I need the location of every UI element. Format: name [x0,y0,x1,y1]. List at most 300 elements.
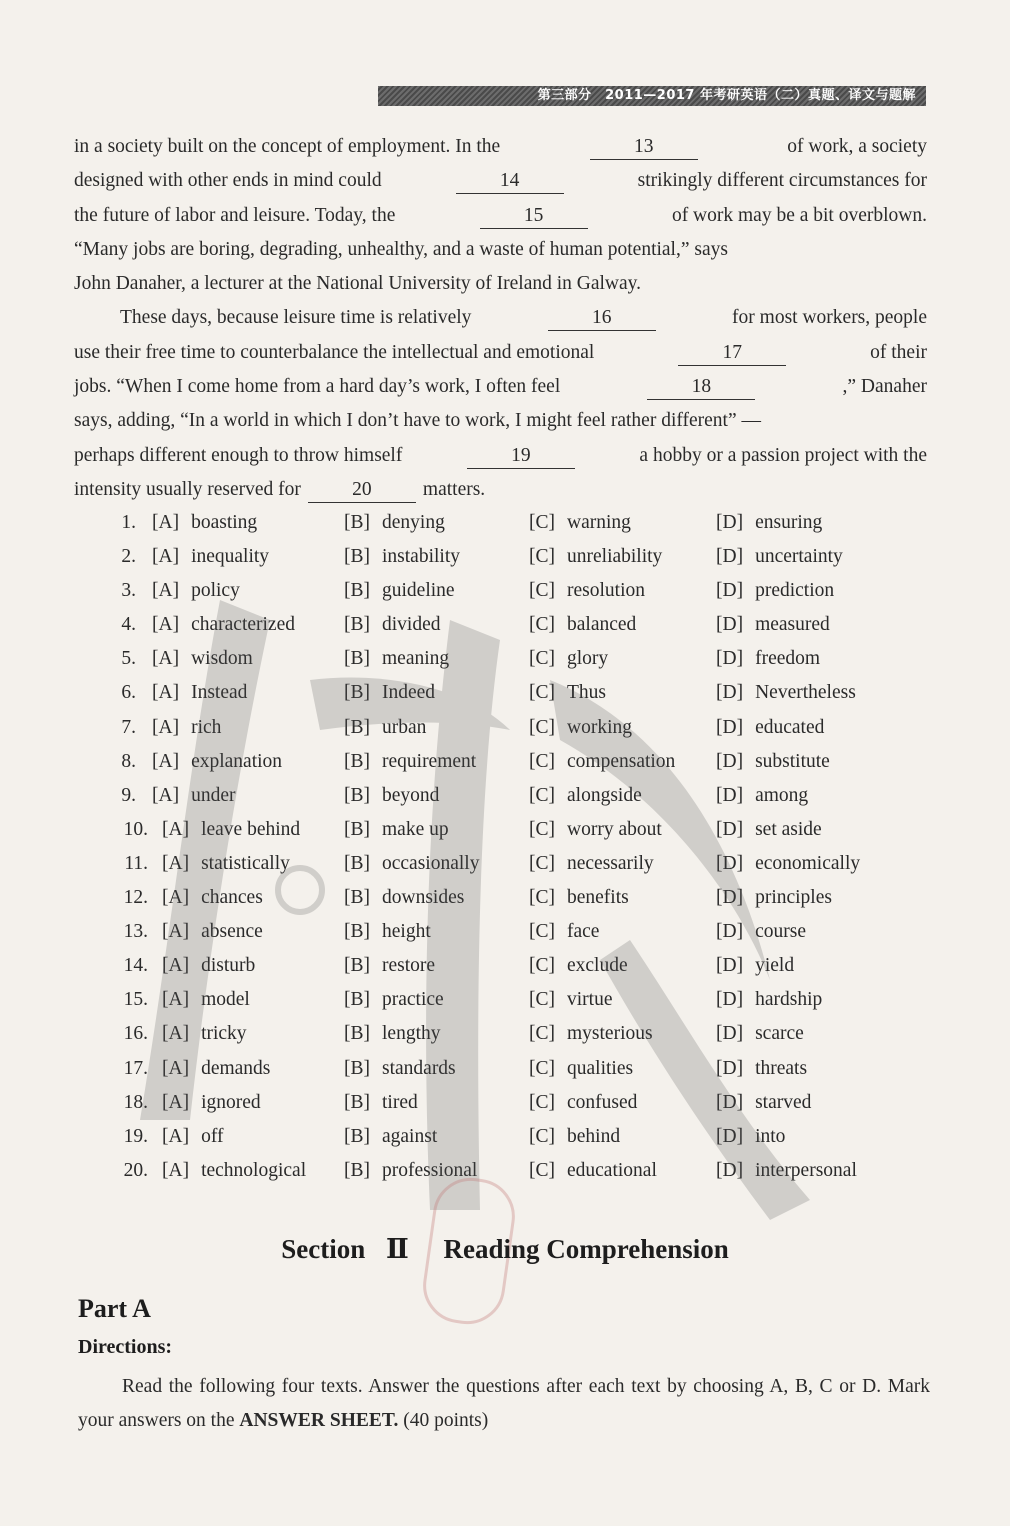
option-text: balanced [567,614,637,636]
option-d [716,813,822,847]
option-letter: [C] [529,784,555,806]
option-d [716,574,834,608]
question-number: 1. [121,512,136,533]
option-text: compensation [567,750,676,772]
option-b [344,711,426,745]
option-text: instability [382,546,460,568]
option-text: qualities [567,1057,634,1079]
option-letter: [A] [152,648,180,670]
option-text: educational [567,1159,657,1181]
option-text: face [567,921,600,943]
option-text: off [201,1125,224,1147]
option-letter: [D] [716,921,744,943]
option-letter: [C] [529,887,555,909]
question-number: 11. [124,852,148,874]
option-a [152,745,282,779]
option-c [529,949,628,983]
option-letter: [C] [529,989,555,1011]
option-letter: [D] [716,614,744,636]
question-number: 3. [121,580,136,602]
option-text: ensuring [755,512,823,533]
option-a [162,1017,247,1051]
option-text: set aside [755,818,822,840]
option-text: course [755,921,806,943]
blank-19: 19 [467,444,575,469]
option-c [529,915,599,949]
directions-text: Read the following four texts. Answer the questions after each text by choosing A, B, C or D. Mark your answers on the ANSWER SHEET. (40 points) [78,1376,930,1431]
option-letter: [B] [344,716,370,738]
option-c [529,745,675,779]
option-c [529,1120,620,1154]
option-text: explanation [191,750,283,772]
option-letter: [D] [716,512,744,533]
option-letter: [A] [162,1125,190,1147]
passage [74,130,927,507]
option-letter: [A] [152,750,180,772]
option-d [716,847,860,881]
option-text: demands [201,1057,271,1079]
option-b [344,881,464,915]
option-text: measured [755,614,830,636]
option-c [529,676,606,710]
question-number: 5. [121,648,136,670]
option-b [344,1017,441,1051]
question-number: 16. [123,1023,148,1045]
option-a [152,779,235,813]
option-letter: [B] [344,818,370,840]
option-a [162,983,250,1017]
option-row [74,676,954,710]
blank-16: 16 [548,306,656,331]
option-text: Nevertheless [755,682,856,704]
option-b [344,506,445,540]
option-row [74,949,954,983]
option-text: occasionally [382,852,480,874]
section-label: Section [281,1234,366,1264]
option-b [344,608,441,642]
option-letter: [C] [529,1023,555,1045]
question-number: 9. [121,784,136,806]
option-c [529,1154,657,1188]
option-row [74,1017,954,1051]
option-d [716,1154,857,1188]
running-header [378,86,926,106]
option-letter: [D] [716,1091,744,1113]
option-d [716,779,808,813]
option-text: meaning [382,648,450,670]
option-text: model [201,989,250,1011]
option-text: working [567,716,632,738]
option-d [716,915,806,949]
option-letter: [A] [162,1023,190,1045]
option-letter: [C] [529,818,555,840]
option-letter: [A] [152,614,180,636]
part-title: Part A [78,1294,151,1323]
option-letter: [A] [152,784,180,806]
option-text: educated [755,716,825,738]
option-row [74,813,954,847]
option-text: lengthy [382,1023,441,1045]
option-c [529,506,631,540]
option-c [529,574,645,608]
option-d [716,1120,785,1154]
option-d [716,949,794,983]
option-a [162,881,263,915]
option-text: policy [191,580,240,602]
option-letter: [C] [529,750,555,772]
option-d [716,881,832,915]
passage-line: intensity usually reserved for 20 matters. [74,473,927,507]
option-letter: [D] [716,750,744,772]
option-letter: [B] [344,546,370,568]
option-text: into [755,1125,786,1147]
option-text: characterized [191,614,295,636]
option-d [716,983,822,1017]
option-d [716,1086,811,1120]
option-text: tired [382,1091,418,1113]
option-text: confused [567,1091,638,1113]
option-letter: [B] [344,1125,370,1147]
passage-line: says, adding, “In a world in which I don’t have to work, I might feel rather different” — [74,410,761,432]
option-letter: [C] [529,580,555,602]
option-text: virtue [567,989,613,1011]
passage-line: the future of labor and leisure. Today, the 15 of work may be a bit overblown. [74,199,927,233]
option-text: ignored [201,1091,261,1113]
option-row [74,1120,954,1154]
blank-15: 15 [480,204,588,229]
option-c [529,983,612,1017]
option-letter: [B] [344,784,370,806]
option-letter: [C] [529,614,555,636]
option-c [529,779,642,813]
option-letter: [B] [344,750,370,772]
option-text: interpersonal [755,1159,857,1181]
option-text: glory [567,648,609,670]
option-text: requirement [382,750,477,772]
option-text: uncertainty [755,546,843,568]
option-text: Indeed [382,682,436,704]
option-row [74,608,954,642]
option-b [344,949,435,983]
option-b [344,676,435,710]
option-letter: [C] [529,1091,555,1113]
option-c [529,1017,653,1051]
option-a [162,949,255,983]
section-numeral: Ⅱ [385,1234,409,1264]
blank-18: 18 [647,375,755,400]
option-row [74,540,954,574]
option-letter: [C] [529,546,555,568]
option-letter: [B] [344,887,370,909]
option-b [344,983,444,1017]
option-text: standards [382,1057,456,1079]
option-text: economically [755,852,861,874]
question-number: 13. [123,921,148,943]
question-number: 14. [123,955,148,977]
option-row [74,642,954,676]
question-number: 12. [123,887,148,909]
passage-line: use their free time to counterbalance the intellectual and emotional 17 of their [74,336,927,370]
option-text: warning [567,512,631,533]
option-c [529,711,632,745]
option-a [162,847,290,881]
option-letter: [A] [162,1159,190,1181]
option-a [162,1154,306,1188]
option-text: Thus [567,682,606,704]
option-row [74,881,954,915]
option-text: guideline [382,580,455,602]
option-d [716,711,824,745]
option-letter: [D] [716,784,744,806]
option-text: prediction [755,580,835,602]
option-text: principles [755,887,832,909]
option-c [529,1086,637,1120]
option-letter: [C] [529,1057,555,1079]
question-number: 17. [123,1057,148,1079]
option-letter: [D] [716,1125,744,1147]
option-text: mysterious [567,1023,653,1045]
option-a [152,540,269,574]
passage-line: perhaps different enough to throw himself 19 a hobby or a passion project with the [74,439,927,473]
question-number: 7. [121,716,136,738]
option-text: behind [567,1125,621,1147]
option-text: starved [755,1091,812,1113]
option-letter: [D] [716,1023,744,1045]
question-number: 2. [121,546,136,568]
passage-line: in a society built on the concept of employment. In the 13 of work, a society [74,130,927,164]
blank-13: 13 [590,135,698,160]
question-number: 18. [123,1091,148,1113]
option-letter: [B] [344,1057,370,1079]
option-c [529,847,654,881]
option-row [74,506,954,540]
option-text: benefits [567,887,629,909]
option-text: practice [382,989,444,1011]
option-letter: [C] [529,955,555,977]
option-text: yield [755,955,795,977]
option-text: statistically [201,852,290,874]
option-letter: [C] [529,1159,555,1181]
option-letter: [A] [162,1091,190,1113]
option-letter: [B] [344,614,370,636]
option-letter: [B] [344,921,370,943]
option-text: resolution [567,580,645,602]
option-c [529,608,636,642]
option-d [716,676,856,710]
question-number: 15. [123,989,148,1011]
option-b [344,1086,418,1120]
option-text: beyond [382,784,440,806]
option-b [344,915,431,949]
option-a [162,915,263,949]
option-letter: [D] [716,887,744,909]
option-letter: [C] [529,921,555,943]
option-text: under [191,784,236,806]
option-letter: [A] [162,852,190,874]
option-letter: [B] [344,1023,370,1045]
option-letter: [C] [529,852,555,874]
option-letter: [A] [152,682,180,704]
option-letter: [D] [716,818,744,840]
option-letter: [B] [344,989,370,1011]
option-letter: [D] [716,1159,744,1181]
option-text: divided [382,614,441,636]
option-b [344,779,439,813]
option-a [152,676,247,710]
option-text: denying [382,512,445,533]
option-letter: [A] [162,955,190,977]
passage-line: “Many jobs are boring, degrading, unhealthy, and a waste of human potential,” says [74,238,728,260]
option-row [74,983,954,1017]
option-c [529,881,629,915]
option-a [162,1120,223,1154]
option-d [716,608,830,642]
option-letter: [C] [529,1125,555,1147]
blank-20: 20 [308,478,416,503]
option-text: downsides [382,887,465,909]
option-text: boasting [191,512,258,533]
option-d [716,540,843,574]
option-letter: [D] [716,546,744,568]
option-letter: [D] [716,852,744,874]
option-text: necessarily [567,852,654,874]
option-letter: [C] [529,682,555,704]
option-d [716,745,830,779]
option-letter: [C] [529,648,555,670]
option-letter: [B] [344,1091,370,1113]
option-a [152,642,253,676]
option-c [529,1052,633,1086]
option-b [344,813,449,847]
option-text: Instead [191,682,248,704]
option-letter: [D] [716,682,744,704]
option-text: substitute [755,750,830,772]
option-text: unreliability [567,546,663,568]
option-letter: [B] [344,955,370,977]
option-row [74,779,954,813]
option-text: height [382,921,431,943]
option-letter: [D] [716,648,744,670]
option-text: rich [191,716,222,738]
directions-label: Directions: [78,1336,173,1358]
option-letter: [A] [162,989,190,1011]
question-number: 4. [121,614,136,636]
blank-14: 14 [456,169,564,194]
question-number: 19. [123,1125,148,1147]
option-text: scarce [755,1023,804,1045]
answer-sheet-label: ANSWER SHEET. [239,1410,399,1431]
option-letter: [A] [152,546,180,568]
option-letter: [B] [344,580,370,602]
blank-17: 17 [678,341,786,366]
option-letter: [C] [529,512,555,533]
option-text: wisdom [191,648,253,670]
passage-line: designed with other ends in mind could 14 strikingly different circumstances for [74,164,927,198]
option-c [529,540,662,574]
option-text: absence [201,921,263,943]
option-row [74,1052,954,1086]
option-letter: [A] [152,512,180,533]
option-text: professional [382,1159,478,1181]
option-text: hardship [755,989,823,1011]
option-text: technological [201,1159,307,1181]
option-text: threats [755,1057,808,1079]
option-row [74,1154,954,1188]
option-row [74,847,954,881]
option-text: chances [201,887,263,909]
option-letter: [D] [716,989,744,1011]
option-text: urban [382,716,427,738]
option-a [152,574,240,608]
passage-line: jobs. “When I come home from a hard day’s work, I often feel 18 ,” Danaher [74,370,927,404]
option-letter: [A] [162,818,190,840]
option-letter: [B] [344,512,370,533]
option-letter: [A] [152,716,180,738]
option-b [344,1154,477,1188]
option-letter: [B] [344,852,370,874]
question-number: 20. [123,1159,148,1181]
option-row [74,745,954,779]
option-text: leave behind [201,818,301,840]
option-a [162,1052,270,1086]
option-letter: [D] [716,716,744,738]
option-b [344,574,455,608]
section-title [0,1234,1010,1265]
question-number: 6. [121,682,136,704]
option-a [152,608,295,642]
option-letter: [A] [162,1057,190,1079]
option-d [716,1052,807,1086]
option-text: worry about [567,818,662,840]
option-b [344,1120,437,1154]
option-letter: [C] [529,716,555,738]
option-text: among [755,784,809,806]
option-letter: [A] [162,921,190,943]
option-text: exclude [567,955,628,977]
option-a [152,506,257,540]
option-b [344,1052,456,1086]
option-text: tricky [201,1023,247,1045]
option-text: disturb [201,955,256,977]
option-row [74,915,954,949]
option-a [162,813,300,847]
question-number: 8. [121,750,136,772]
option-letter: [B] [344,648,370,670]
option-letter: [B] [344,682,370,704]
option-text: restore [382,955,436,977]
option-row [74,711,954,745]
option-letter: [D] [716,580,744,602]
option-c [529,813,662,847]
option-a [152,711,221,745]
option-d [716,642,820,676]
running-header-text: 第三部分 2011—2017 年考研英语（二）真题、译文与题解 [537,88,916,103]
section-name: Reading Comprehension [443,1234,729,1264]
option-text: inequality [191,546,270,568]
option-b [344,745,476,779]
option-d [716,1017,804,1051]
option-letter: [D] [716,1057,744,1079]
option-b [344,540,460,574]
option-text: against [382,1125,438,1147]
option-text: freedom [755,648,821,670]
answer-options [74,506,954,1188]
option-text: make up [382,818,449,840]
question-number: 10. [123,818,148,840]
option-b [344,847,479,881]
option-letter: [B] [344,1159,370,1181]
option-letter: [A] [152,580,180,602]
